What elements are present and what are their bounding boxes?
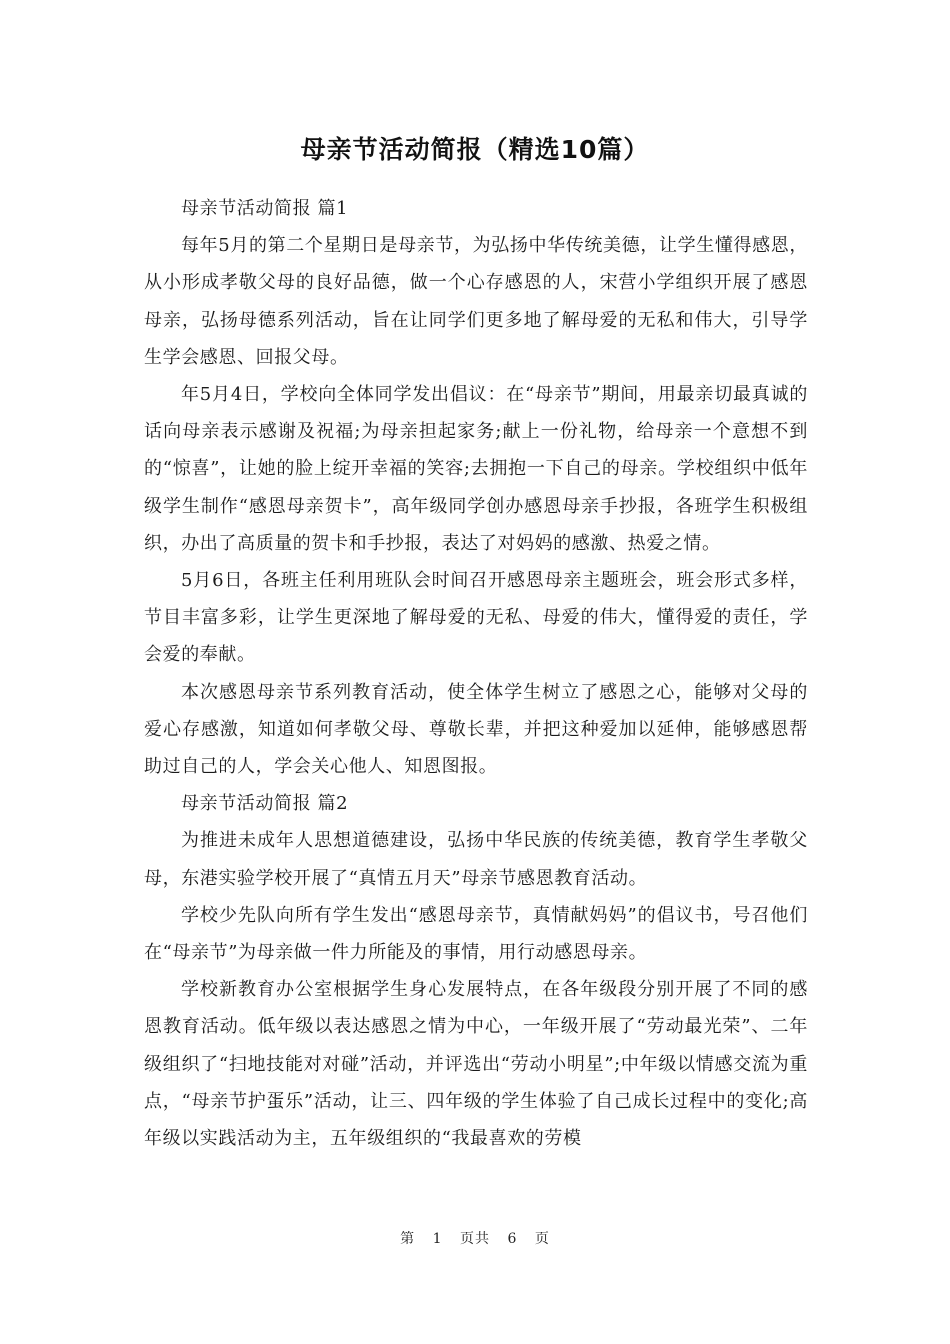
section-heading: 母亲节活动简报 篇2 (181, 793, 349, 815)
paragraph: 5月6日，各班主任利用班队会时间召开感恩母亲主题班会，班会形式多样，节目丰富多彩，让学生更深地了解母爱的无私、母爱的伟大，懂得爱的责任，学会爱的奉献。 (144, 570, 808, 666)
paragraph: 每年5月的第二个星期日是母亲节，为弘扬中华传统美德，让学生懂得感恩，从小形成孝敬父母的良好品德，做一个心存感恩的人，宋营小学组织开展了感恩母亲，弘扬母德系列活动，旨在让同学们更多地了解母爱的无私和伟大，引导学生学会感恩、回报父母。 (144, 235, 808, 368)
paragraph: 学校新教育办公室根据学生身心发展特点，在各年级段分别开展了不同的感恩教育活动。低年级以表达感恩之情为中心，一年级开展了“劳动最光荣”、二年级组织了“扫地技能对对碰”活动，并评选出“劳动小明星”;中年级以情感交流为重点，“母亲节护蛋乐”活动，让三、四年级的学生体验了自己成长过程中的变化;高年级以实践活动为主，五年级组织的“我最喜欢的劳模 (144, 979, 808, 1150)
footer-suffix: 页 (534, 1231, 550, 1247)
paragraph: 年5月4日，学校向全体同学发出倡议：在“母亲节”期间，用最亲切最真诚的话向母亲表示感谢及祝福;为母亲担起家务;献上一份礼物，给母亲一个意想不到的“惊喜”，让她的脸上绽开幸福的笑容;去拥抱一下自己的母亲。学校组织中低年级学生制作“感恩母亲贺卡”，高年级同学创办感恩母亲手抄报，各班学生积极组织，办出了高质量的贺卡和手抄报，表达了对妈妈的感激、热爱之情。 (144, 384, 808, 554)
paragraph: 为推进未成年人思想道德建设，弘扬中华民族的传统美德，教育学生孝敬父母，东港实验学校开展了“真情五月天”母亲节感恩教育活动。 (144, 830, 808, 889)
footer-middle: 页共 (460, 1231, 490, 1247)
paragraph: 本次感恩母亲节系列教育活动，使全体学生树立了感恩之心，能够对父母的爱心存感激，知道如何孝敬父母、尊敬长辈，并把这种爱加以延伸，能够感恩帮助过自己的人，学会关心他人、知恩图报。 (144, 681, 808, 778)
section-heading: 母亲节活动简报 篇1 (181, 198, 349, 219)
document-body (144, 190, 808, 1157)
footer-page-number: 1 (432, 1231, 443, 1247)
paragraph: 学校少先队向所有学生发出“感恩母亲节，真情献妈妈”的倡议书，号召他们在“母亲节”为母亲做一件力所能及的事情，用行动感恩母亲。 (144, 904, 808, 964)
page-footer (0, 1228, 950, 1248)
footer-total-pages: 6 (507, 1231, 518, 1247)
footer-prefix: 第 (400, 1231, 416, 1247)
document-title: 母亲节活动简报（精选10篇） (300, 135, 650, 164)
